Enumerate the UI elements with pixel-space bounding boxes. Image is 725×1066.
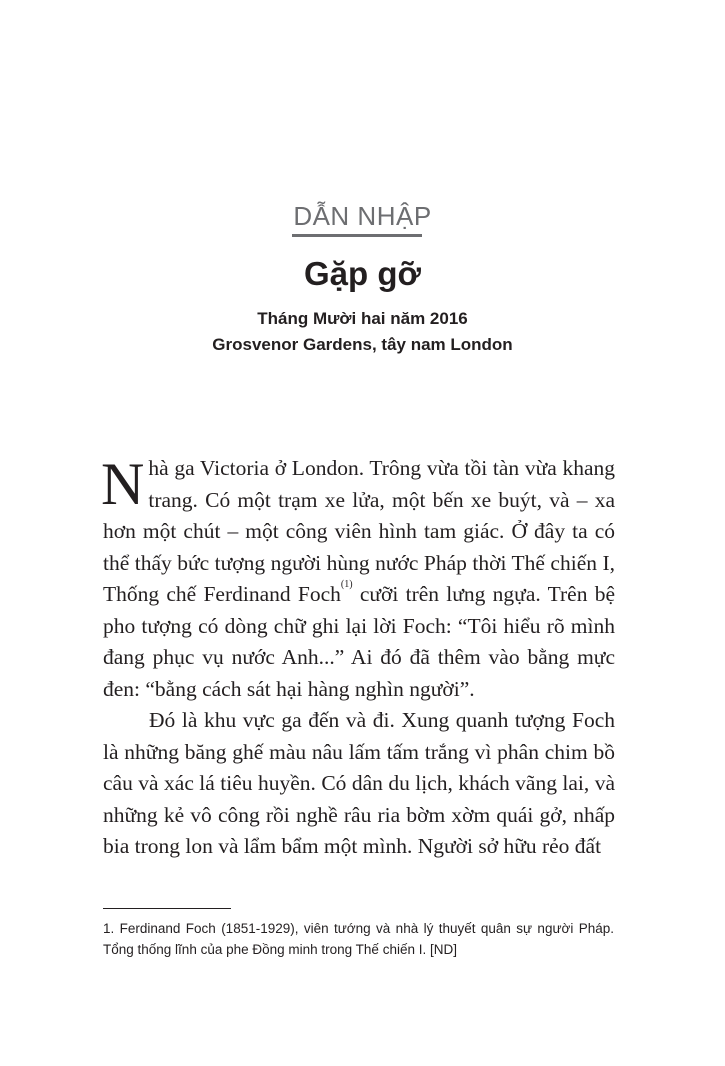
drop-cap: N [101,451,145,517]
paragraph-1-text-a: hà ga Victoria ở London. Trông vừa tồi tàn vừa khang trang. Có một trạm xe lửa, một bến xe buýt, và – xa hơn một chút – một công viên hình tam giác. Ở đây ta có thể thấy bức tượng người hùng nước Pháp thời Thế chiến I, Thống chế Ferdinand Foch [103,456,615,606]
paragraph-2: Đó là khu vực ga đến và đi. Xung quanh tượng Foch là những băng ghế màu nâu lấm tấm trắng vì phân chim bồ câu và xác lá tiêu huyền. Có dân du lịch, khách vãng lai, và những kẻ vô công rồi nghề râu ria bờm xờm quái gở, nhấp bia trong lon và lẩm bẩm một mình. Người sở hữu rẻo đất [103,708,615,858]
footnote-divider [103,908,231,909]
paragraph-1 [103,453,615,705]
section-label-underline [292,234,422,237]
body-text [103,453,615,863]
footnote: 1. Ferdinand Foch (1851-1929), viên tướng và nhà lý thuyết quân sự người Pháp. Tổng thống lĩnh của phe Đồng minh trong Thế chiến I. [ND] [103,921,614,957]
paragraph-1-text-b: cưỡi trên lưng ngựa. Trên bệ pho tượng có dòng chữ ghi lại lời Foch: “Tôi hiểu rõ mình đang phục vụ nước Anh...” Ai đó đã thêm vào bằng mực đen: “bằng cách sát hại hàng nghìn người”. [103,582,615,701]
chapter-place: Grosvenor Gardens, tây nam London [212,335,513,354]
section-label: DẪN NHẬP [293,201,432,231]
chapter-date: Tháng Mười hai năm 2016 [257,309,468,328]
chapter-title: Gặp gỡ [304,255,421,292]
footnote-reference[interactable]: (1) [340,579,353,590]
